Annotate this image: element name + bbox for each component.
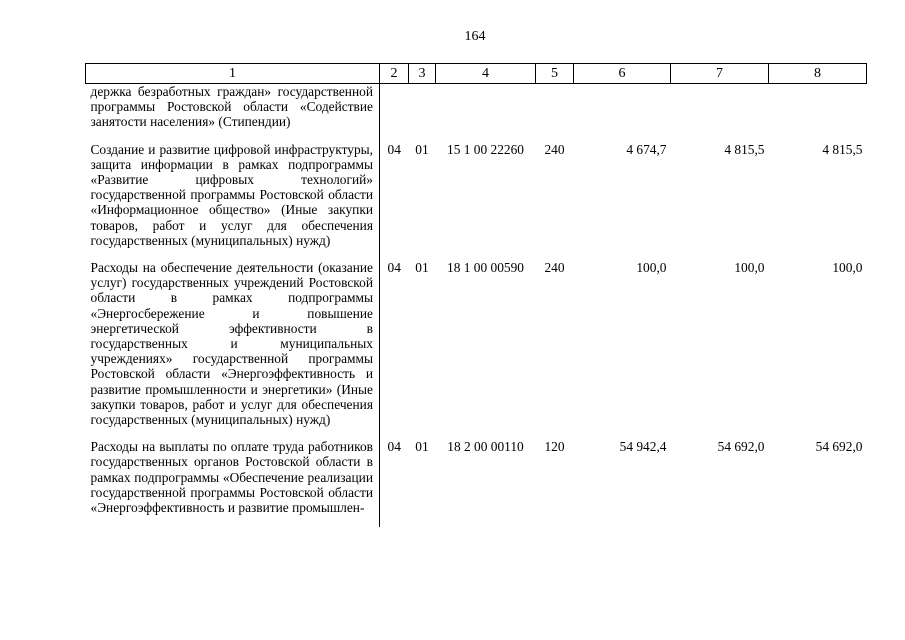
- row-amount-col8: 100,0: [832, 260, 863, 276]
- row-section-code: 04: [387, 439, 401, 455]
- row-description: Расходы на обеспечение деятельности (оказание услуг) государственных учреждений Ростовской области в рамках подпрограммы «Энергосбережение и повышение энергетической эффективности в государственных и муниципальных учреждениях» государственной программы Ростовской области «Энергоэффективность и развитие промышленности и энергетики» (Иные закупки товаров, работ и услуг для обеспечения государственных (муниципальных) нужд): [86, 260, 380, 439]
- row-subsection-code: [409, 84, 436, 142]
- row-expense-type: 240: [544, 141, 565, 157]
- table-row: [86, 439, 867, 527]
- row-amount-col7: 100,0: [734, 260, 765, 276]
- row-subsection-code: 01: [415, 439, 429, 455]
- row-amount-col8: [769, 84, 867, 142]
- row-subsection-code: 01: [415, 260, 429, 276]
- row-amount-col7: [671, 84, 769, 142]
- row-description: Создание и развитие цифровой инфраструктуры, защита информации в рамках подпрограммы «Развитие цифровых технологий» государственной программы Ростовской области «Информационное общество» (Иные закупки товаров, работ и услуг для обеспечения государственных (муниципальных) нужд): [86, 142, 380, 260]
- row-amount-col7: 4 815,5: [724, 141, 765, 157]
- column-header: 1: [86, 64, 380, 84]
- row-section-code: 04: [387, 141, 401, 157]
- row-target-article: 15 1 00 22260: [447, 141, 524, 157]
- table-row: [86, 84, 867, 142]
- row-amount-col6: 54 942,4: [619, 439, 667, 455]
- table-row: [86, 260, 867, 439]
- column-header: 7: [671, 64, 769, 84]
- row-description: Расходы на выплаты по оплате труда работников государственных органов Ростовской области в рамках подпрограммы «Обеспечение реализации государственной программы Ростовской области «Энергоэффективность и развитие промышлен-: [86, 439, 380, 527]
- column-header: 3: [409, 64, 436, 84]
- row-amount-col8: 54 692,0: [815, 439, 863, 455]
- row-expense-type: 120: [544, 439, 565, 455]
- row-target-article: 18 2 00 00110: [447, 439, 524, 455]
- budget-table: [85, 63, 867, 527]
- table-row: [86, 142, 867, 260]
- row-expense-type: [536, 84, 574, 142]
- row-target-article: 18 1 00 00590: [447, 260, 524, 276]
- column-header: 6: [574, 64, 671, 84]
- row-amount-col8: 4 815,5: [822, 141, 863, 157]
- row-target-article: [436, 84, 536, 142]
- row-description: держка безработных граждан» государственной программы Ростовской области «Содействие занятости населения» (Стипендии): [86, 84, 380, 142]
- column-header: 8: [769, 64, 867, 84]
- column-header: 4: [436, 64, 536, 84]
- column-header: 5: [536, 64, 574, 84]
- column-header: 2: [380, 64, 409, 84]
- row-amount-col6: 100,0: [636, 260, 667, 276]
- row-amount-col7: 54 692,0: [717, 439, 765, 455]
- header-row: [86, 64, 867, 84]
- row-expense-type: 240: [544, 260, 565, 276]
- row-section-code: 04: [387, 260, 401, 276]
- row-section-code: [380, 84, 409, 142]
- row-amount-col6: 4 674,7: [626, 141, 667, 157]
- row-subsection-code: 01: [415, 141, 429, 157]
- row-amount-col6: [574, 84, 671, 142]
- page-number: 164: [464, 29, 486, 44]
